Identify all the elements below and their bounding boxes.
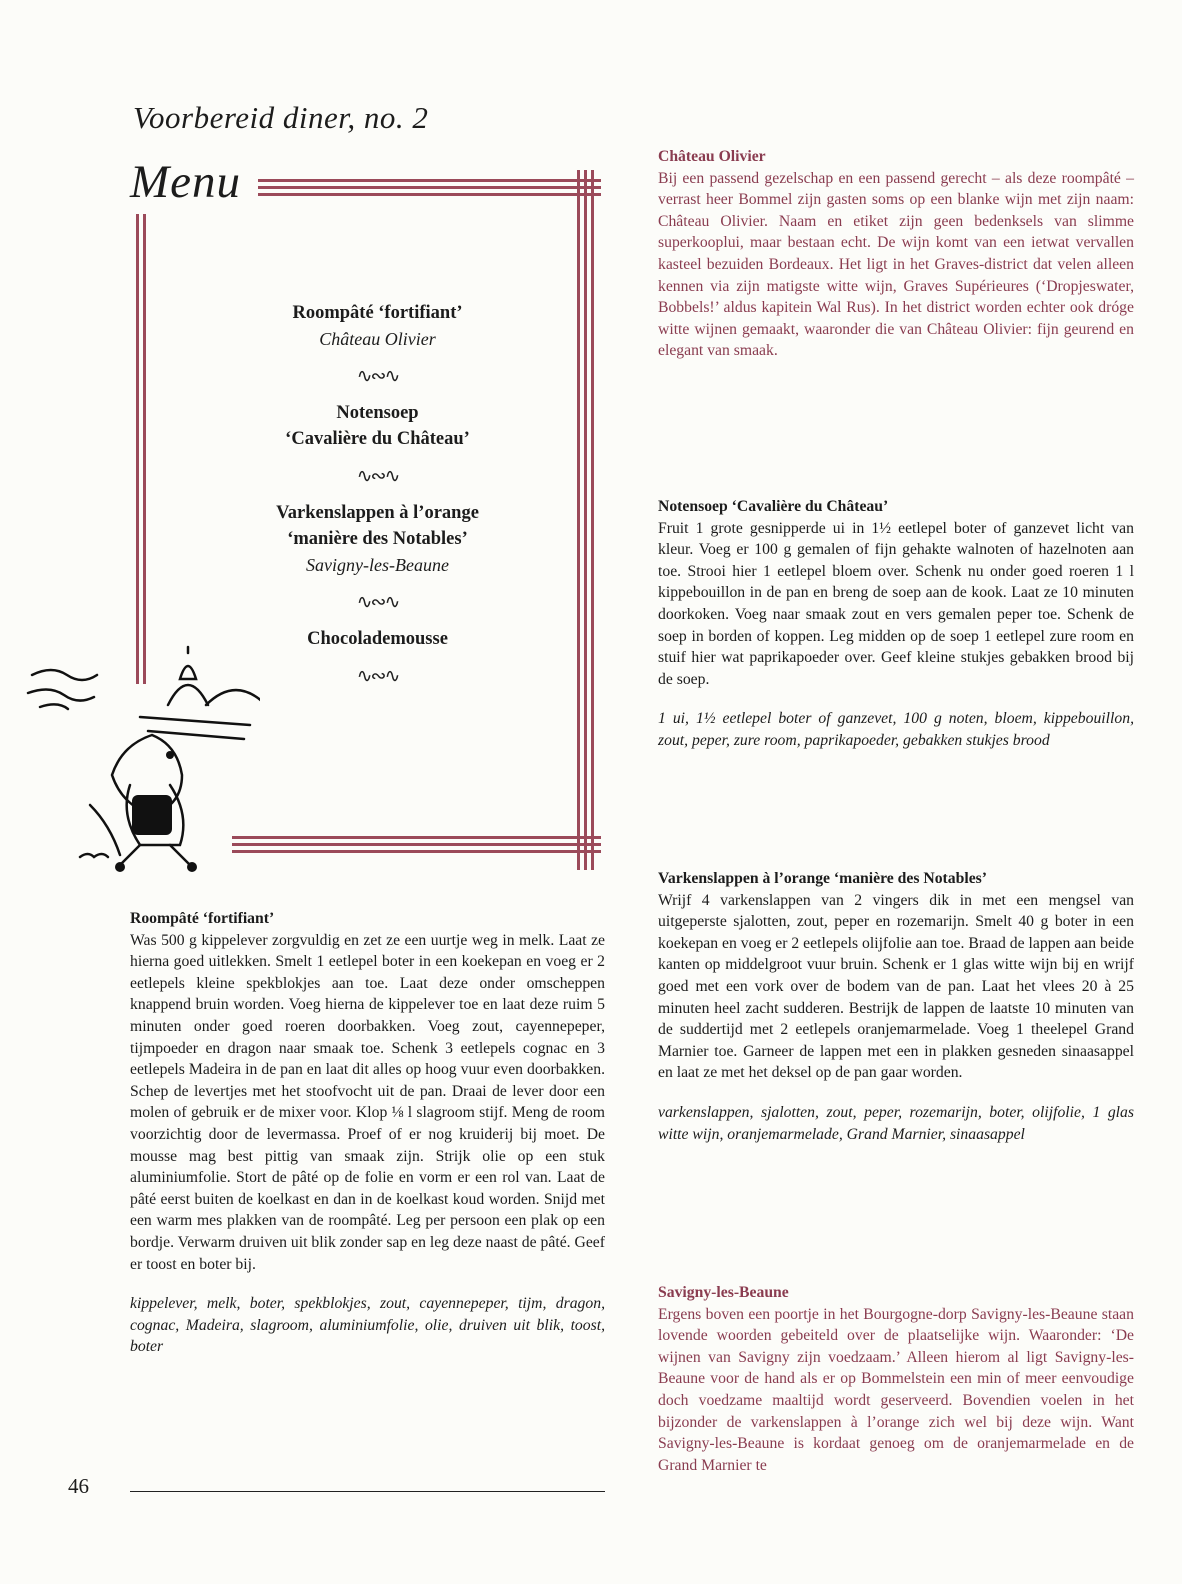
recipe-notensoep [658,496,1134,752]
ornament-flourish: ∿∾∿ [356,666,399,687]
ornament-flourish: ∿∾∿ [356,466,399,487]
recipe-title: Varkenslappen à l’orange ‘manière des Notables’ [658,870,987,887]
wine-title: Château Olivier [658,148,766,165]
footer-rule [130,1491,605,1492]
menu-item-name: Chocolademousse [307,629,448,649]
wine-body: Bij een passend gezelschap en een passend gerecht – als deze roompâté – verrast heer Bommel zijn gasten soms op een blanke wijn met zijn naam: Château Olivier. Naam en etiket zijn geen bedenksels van slimme superkooplui, maar bestaan echt. De wijn komt van een ietwat vervallen kasteel bezuiden Bordeaux. Het ligt in het Graves-district dat velen alleen kennen via zijn matigste witte wijn, Graves Supérieures (‘Dropjeswater, Bobbels!’ aldus kapitein Wal Rus). In het district worden echter ook dróge witte wijnen gemaakt, waaronder die van Château Olivier: fijn geurend en elegant van smaak. [658,169,1134,360]
recipe-body: Wrijf 4 varkenslappen van 2 vingers dik in met een mengsel van uitgeperste sjalotten, zout, peper en rozemarijn. Smelt 40 g boter in een koekepan en voeg er 2 eetlepels olijfolie aan toe. Braad de lappen aan beide kanten op middelgroot vuur bruin. Schenk er 1 glas witte wijn bij en wrijf goed met een vork over de bodem van de pan. Laat het vlees 20 à 25 minuten heel zacht sudderen. Bestrijk de lappen de laatste 10 minuten van de suddertijd met 2 eetlepels oranjemarmelade. Voeg 1 theelepel Grand Marnier toe. Garneer de lappen met een in plakken gesneden sinaasappel en laat ze met het deksel op de pan gaar worden. [658,891,1134,1082]
recipe-varkenslappen [658,868,1134,1145]
ornament-flourish: ∿∾∿ [356,592,399,613]
recipe-body: Was 500 g kippelever zorgvuldig en zet ze een uurtje weg in melk. Laat ze hierna goed uitlekken. Smelt 1 eetlepel boter in een koekepan en voeg er 2 eetlepels kleine spekblokjes aan toe. Laat deze onder omscheppen knappend bruin worden. Voeg hierna de kippelever toe en laat deze ruim 5 minuten onder goed roeren doorbakken. Voeg zout, cayennepeper, tijmpoeder en dragon naar smaak toe. Schenk 3 eetlepels cognac en 3 eetlepels Madeira in de pan en laat dit alles op hoog vuur even doorbakken. Schep de levertjes met het stoofvocht uit de pan. Draai de lever door een molen of gebruik er de mixer voor. Klop ⅛ l slagroom stijf. Meng de room voorzichtig door de levermassa. Proef of er nog kruiderij bij moet. De mousse mag best pittig van smaak zijn. Strijk olie op een stuk aluminiumfolie. Stort de pâté op de folie en vorm er een rol van. Laat de pâté eerst buiten de koelkast en dan in de koelkast koud worden. Snijd met een warm mes plakken van de roompâté. Leg per persoon een plak op een bordje. Verwarm druiven uit blik zonder sap en leg deze naast de pâté. Geef er toost en boter bij. [130,931,605,1273]
wine-body: Ergens boven een poortje in het Bourgogne-dorp Savigny-les-Beaune staan lovende woorden gebeiteld over de plaatselijke wijn. Waaronder: ‘De wijnen van Savigny zijn voedzaam.’ Alleen hierom al ligt Savigny-les-Beaune voor de hand als er op Bommelstein een min of meer eenvoudige doch voedzame maaltijd wordt geserveerd. Bovendien voelen in het bijzonder de varkenslappen à l’orange zich wel bij deze wijn. Want Savigny-les-Beaune is kordaat genoeg om de oranjemarmelade en de Grand Marnier te [658,1305,1134,1474]
menu-item-wine: Savigny-les-Beaune [306,555,449,575]
menu-item-name: Roompâté ‘fortifiant’ [292,303,463,323]
wine-title: Savigny-les-Beaune [658,1284,789,1301]
recipe-title: Roompâté ‘fortifiant’ [130,910,275,927]
recipe-ingredients: 1 ui, 1½ eetlepel boter of ganzevet, 100 g noten, bloem, kippebouillon, zout, peper, zure room, paprikapoeder, gebakken stukjes brood [658,710,1134,749]
menu-item-name-line2: ‘Cavalière du Château’ [285,429,470,449]
recipe-roompate [130,908,605,1358]
recipe-body: Fruit 1 grote gesnipperde ui in 1½ eetlepel boter of ganzevet licht van kleur. Voeg er 100 g gemalen of fijn gehakte walnoten of hazelnoten aan toe. Strooi hier 1 eetlepel bloem over. Schenk nu onder goed roeren 1 l kippebouillon in de pan en breng de soep aan de kook. Laat ze 10 minuten doorkoken. Voeg naar smaak zout en vers gemalen peper toe. Schenk de soep in borden of koppen. Leg midden op de soep 1 eetlepel zure room en stuif hier wat paprikapoeder over. Geef kleine stukjes gebakken brood bij de soep. [658,519,1134,688]
recipe-title: Notensoep ‘Cavalière du Château’ [658,498,889,515]
page-number: 46 [68,1474,89,1498]
menu-item-name-line2: ‘manière des Notables’ [287,529,468,549]
menu-item-wine: Château Olivier [319,329,436,349]
menu-list [190,300,565,700]
menu-item-name: Notensoep [336,403,419,423]
ornament-flourish: ∿∾∿ [356,366,399,387]
menu-title: Menu [130,156,242,208]
wine-savigny [658,1282,1134,1476]
recipe-ingredients: kippelever, melk, boter, spekblokjes, zout, cayennepeper, tijm, dragon, cognac, Madeira, slagroom, aluminiumfolie, olie, druiven uit blik, toost, boter [130,1295,605,1356]
page-subtitle: Voorbereid diner, no. 2 [133,100,429,135]
recipe-ingredients: varkenslappen, sjalotten, zout, peper, rozemarijn, boter, olijfolie, 1 glas witte wijn, oranjemarmelade, Grand Marnier, sinaasappel [658,1103,1134,1143]
menu-item-name: Varkenslappen à l’orange [276,503,479,523]
wine-olivier [658,146,1134,362]
